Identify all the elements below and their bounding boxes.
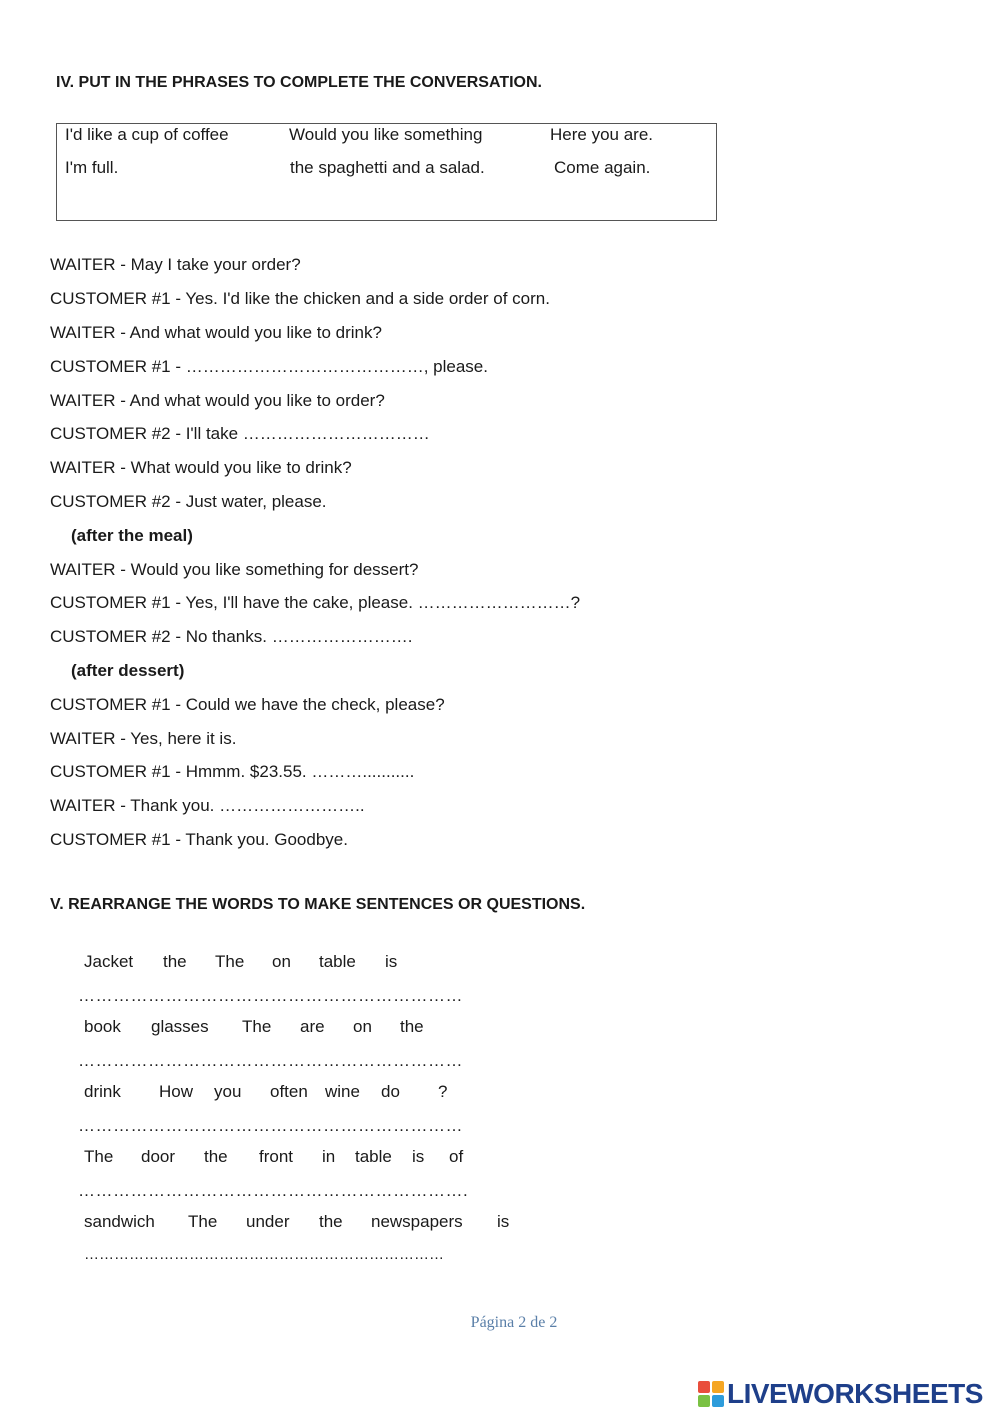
dialogue-line: WAITER - And what would you like to order? — [50, 391, 385, 410]
dialogue-line: WAITER - Yes, here it is. — [50, 729, 237, 748]
scrambled-words — [84, 952, 397, 972]
stage-note: (after the meal) — [71, 526, 193, 545]
scrambled-words — [84, 1082, 447, 1102]
dialogue-line: CUSTOMER #1 - Could we have the check, please? — [50, 695, 445, 714]
word: the — [400, 1017, 424, 1036]
dialogue-line: WAITER - What would you like to drink? — [50, 458, 352, 477]
stage-note: (after dessert) — [71, 661, 185, 680]
dialogue-line-blank[interactable]: CUSTOMER #2 - I'll take …………………………… — [50, 424, 430, 443]
word: Jacket — [84, 952, 134, 971]
word: often — [270, 1082, 308, 1101]
word: drink — [84, 1082, 121, 1101]
word: The — [215, 952, 245, 971]
word: The — [188, 1212, 218, 1231]
answer-line[interactable]: …………………………………………………………. — [78, 1181, 469, 1200]
dialogue-line: WAITER - Would you like something for dessert? — [50, 560, 419, 579]
phrase-box — [56, 123, 717, 221]
answer-line[interactable]: ………………………………………………………… — [78, 986, 463, 1005]
dialogue-line: CUSTOMER #1 - Thank you. Goodbye. — [50, 830, 348, 849]
word: of — [449, 1147, 464, 1166]
scrambled-words — [84, 1212, 509, 1232]
word: is — [497, 1212, 510, 1231]
word: book — [84, 1017, 121, 1036]
word: wine — [325, 1082, 360, 1101]
word: are — [300, 1017, 325, 1036]
word: sandwich — [84, 1212, 155, 1231]
word: you — [214, 1082, 242, 1101]
scrambled-words — [84, 1017, 424, 1037]
phrase-option[interactable]: I'm full. — [65, 158, 119, 177]
phrase-option[interactable]: I'd like a cup of coffee — [65, 125, 229, 144]
word: the — [204, 1147, 228, 1166]
word: in — [322, 1147, 336, 1166]
word: under — [246, 1212, 290, 1231]
word: The — [242, 1017, 272, 1036]
word: How — [159, 1082, 194, 1101]
word: is — [412, 1147, 425, 1166]
brand-logo — [698, 1378, 983, 1410]
dialogue-line-blank[interactable]: CUSTOMER #2 - No thanks. ……………………. — [50, 627, 413, 646]
brand-name: LIVEWORKSHEETS — [727, 1378, 983, 1409]
phrase-option[interactable]: the spaghetti and a salad. — [290, 158, 485, 177]
logo-square — [698, 1395, 710, 1407]
answer-line[interactable]: ……………………………………………………………… — [84, 1246, 444, 1263]
word: newspapers — [371, 1212, 463, 1231]
word: on — [353, 1017, 372, 1036]
word: front — [259, 1147, 294, 1166]
word: ? — [438, 1082, 448, 1101]
page-number: Página 2 de 2 — [470, 1314, 558, 1331]
word: the — [163, 952, 187, 971]
phrase-option[interactable]: Would you like something — [289, 125, 483, 144]
logo-square — [712, 1395, 724, 1407]
dialogue-line-blank[interactable]: CUSTOMER #1 - Hmmm. $23.55. ………........... — [50, 762, 415, 781]
word: glasses — [151, 1017, 209, 1036]
answer-line[interactable]: ………………………………………………………… — [78, 1116, 463, 1135]
word: The — [84, 1147, 114, 1166]
word: the — [319, 1212, 343, 1231]
dialogue-line: WAITER - And what would you like to drink? — [50, 323, 382, 342]
phrase-option[interactable]: Here you are. — [550, 125, 653, 144]
section-4-heading: IV. PUT IN THE PHRASES TO COMPLETE THE CONVERSATION. — [56, 74, 542, 91]
dialogue-line-blank[interactable]: CUSTOMER #1 - Yes, I'll have the cake, please. ………………………? — [50, 593, 581, 612]
answer-line[interactable]: ………………………………………………………… — [78, 1051, 463, 1070]
logo-square — [698, 1381, 710, 1393]
word: door — [141, 1147, 176, 1166]
scrambled-words — [84, 1147, 463, 1167]
section-5-heading: V. REARRANGE THE WORDS TO MAKE SENTENCES OR QUESTIONS. — [50, 896, 586, 913]
dialogue-line-blank[interactable]: WAITER - Thank you. …………………….. — [50, 796, 365, 815]
dialogue-line: CUSTOMER #1 - Yes. I'd like the chicken and a side order of corn. — [50, 289, 550, 308]
logo-icon — [698, 1381, 724, 1407]
word: table — [355, 1147, 392, 1166]
dialogue-line: CUSTOMER #2 - Just water, please. — [50, 492, 327, 511]
dialogue-line: WAITER - May I take your order? — [50, 255, 301, 274]
word: do — [381, 1082, 400, 1101]
logo-square — [712, 1381, 724, 1393]
dialogue-line-blank[interactable]: CUSTOMER #1 - ……………………………………, please. — [50, 357, 488, 376]
phrase-option[interactable]: Come again. — [554, 158, 651, 177]
word: table — [319, 952, 356, 971]
word: is — [385, 952, 398, 971]
word: on — [272, 952, 291, 971]
